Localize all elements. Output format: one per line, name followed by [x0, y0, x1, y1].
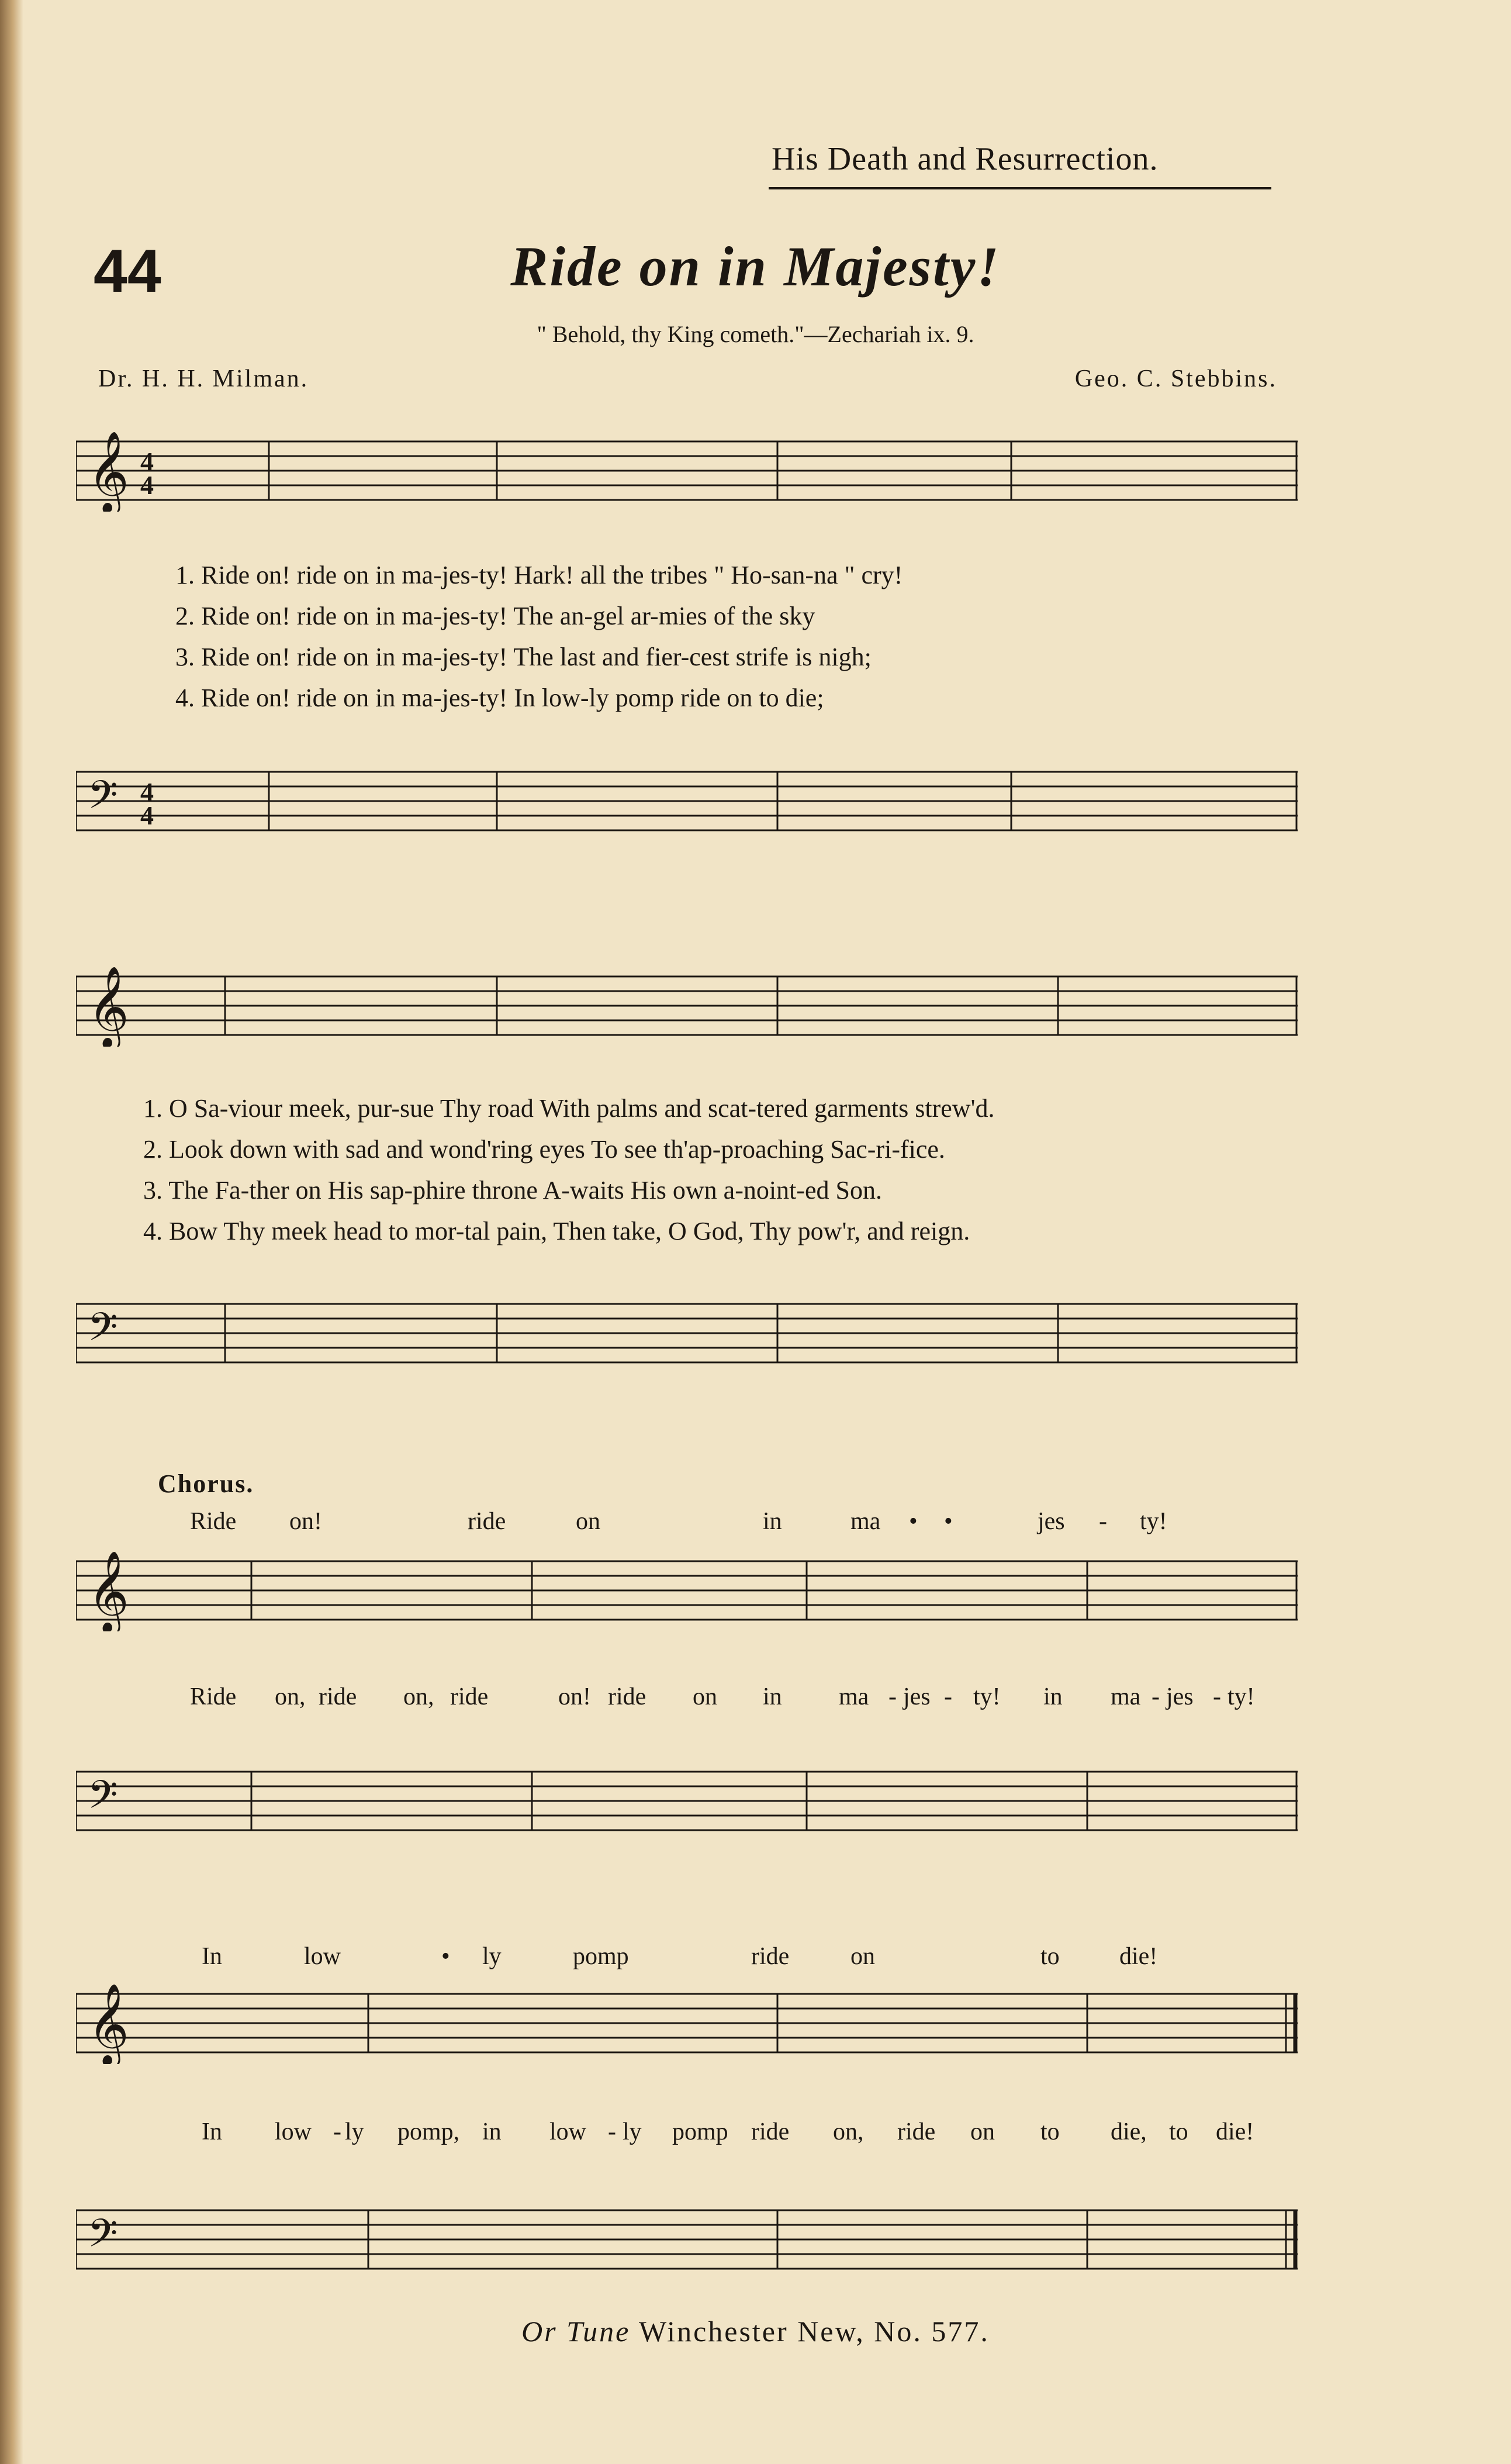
lyric-syllable: ride — [450, 1683, 489, 1710]
lyric-syllable: Ride — [190, 1508, 237, 1535]
staff-system2-treble — [76, 965, 1298, 1047]
lyric-syllable: ty! — [973, 1683, 1001, 1710]
footer-tune-name: Winchester New, No. 577. — [638, 2315, 990, 2348]
verse-line: 3. Ride on! ride on in ma-jes-ty! The last and fier-cest strife is nigh; — [175, 643, 872, 671]
svg-text:𝄢: 𝄢 — [88, 772, 118, 827]
lyric-syllable: on — [693, 1683, 717, 1710]
alternate-tune-note — [0, 2314, 1511, 2348]
lyric-syllable: ly — [345, 2118, 364, 2145]
lyric-syllable: ma — [1111, 1683, 1141, 1710]
lyric-syllable: die! — [1216, 2118, 1254, 2145]
verse-line: 1. O Sa-viour meek, pur-sue Thy road With palms and scat-tered garments strew'd. — [143, 1094, 995, 1123]
verse-line: 3. The Fa-ther on His sap-phire throne A-waits His own a-noint-ed Son. — [143, 1176, 882, 1205]
lyric-syllable: ty! — [1140, 1508, 1167, 1535]
staff-chorus2-treble — [76, 1982, 1298, 2064]
hymn-number: 44 — [94, 237, 161, 305]
lyric-syllable: - — [1213, 1683, 1221, 1710]
svg-text:4: 4 — [140, 447, 154, 477]
lyric-syllable: low — [275, 2118, 312, 2145]
header-rule — [769, 187, 1271, 189]
verse-line: 4. Bow Thy meek head to mor-tal pain, Then take, O God, Thy pow'r, and reign. — [143, 1217, 970, 1245]
lyric-syllable: on, — [833, 2118, 864, 2145]
staff-system2-bass — [76, 1292, 1298, 1374]
lyric-syllable: Ride — [190, 1683, 237, 1710]
lyric-syllable: on — [850, 1943, 875, 1970]
lyric-syllable: in — [1043, 1683, 1063, 1710]
lyric-syllable: to — [1169, 2118, 1188, 2145]
lyric-syllable: on! — [558, 1683, 591, 1710]
lyric-syllable: ma — [850, 1508, 881, 1535]
lyric-syllable: on, — [403, 1683, 434, 1710]
lyric-syllable: die! — [1119, 1943, 1158, 1970]
lyric-syllable: - — [944, 1683, 952, 1710]
lyric-syllable: ride — [468, 1508, 506, 1535]
lyric-syllable: - — [1099, 1508, 1107, 1535]
svg-text:𝄞: 𝄞 — [88, 1983, 129, 2064]
lyric-syllable: - — [333, 2118, 341, 2145]
lyric-syllable: • — [909, 1508, 918, 1535]
lyric-syllable: in — [482, 2118, 502, 2145]
lyric-syllable: In — [202, 1943, 222, 1970]
scripture-quote: " Behold, thy King cometh."—Zechariah ix. 9. — [537, 321, 974, 347]
verse-line: 1. Ride on! ride on in ma-jes-ty! Hark! all the tribes " Ho-san-na " cry! — [175, 561, 903, 589]
lyric-syllable: ride — [897, 2118, 936, 2145]
lyric-syllable: to — [1040, 1943, 1060, 1970]
verse-line: 4. Ride on! ride on in ma-jes-ty! In low-ly pomp ride on to die; — [175, 684, 824, 712]
lyric-syllable: pomp — [573, 1943, 629, 1970]
author-credit: Dr. H. H. Milman. — [98, 365, 309, 392]
svg-text:𝄞: 𝄞 — [88, 1551, 129, 1631]
footer-tune-prefix: Or Tune — [521, 2315, 631, 2348]
svg-text:𝄢: 𝄢 — [88, 2211, 118, 2265]
lyric-syllable: jes — [1038, 1508, 1065, 1535]
staff-chorus1-bass — [76, 1760, 1298, 1842]
lyric-syllable: jes — [1166, 1683, 1194, 1710]
lyric-syllable: ride — [751, 1943, 790, 1970]
verse-line: 2. Look down with sad and wond'ring eyes To see th'ap-proaching Sac-ri-fice. — [143, 1135, 945, 1164]
lyric-syllable: ride — [319, 1683, 357, 1710]
lyric-syllable: in — [763, 1508, 782, 1535]
lyric-syllable: low — [549, 2118, 586, 2145]
staff-system1-treble — [76, 430, 1298, 512]
lyric-syllable: ride — [751, 2118, 790, 2145]
staff-system1-bass — [76, 760, 1298, 842]
lyric-syllable: ride — [608, 1683, 646, 1710]
staff-chorus1-treble — [76, 1550, 1298, 1631]
svg-text:4: 4 — [140, 470, 154, 500]
lyric-syllable: die, — [1111, 2118, 1147, 2145]
lyric-syllable: • — [944, 1508, 953, 1535]
book-binding-edge — [0, 0, 23, 2464]
svg-text:4: 4 — [140, 777, 154, 807]
svg-text:4: 4 — [140, 800, 154, 830]
lyric-syllable: pomp — [672, 2118, 728, 2145]
staff-chorus2-bass — [76, 2199, 1298, 2280]
svg-text:𝄞: 𝄞 — [88, 431, 129, 512]
lyric-syllable: on — [970, 2118, 995, 2145]
svg-text:𝄢: 𝄢 — [88, 1305, 118, 1359]
chorus-label: Chorus. — [158, 1469, 254, 1498]
lyric-syllable: ty! — [1228, 1683, 1255, 1710]
lyric-syllable: pomp, — [397, 2118, 460, 2145]
lyric-syllable: jes — [903, 1683, 931, 1710]
lyric-syllable: to — [1040, 2118, 1060, 2145]
svg-text:𝄞: 𝄞 — [88, 966, 129, 1047]
lyric-syllable: - — [608, 2118, 616, 2145]
running-head: His Death and Resurrection. — [772, 141, 1159, 177]
lyric-syllable: ly — [482, 1943, 502, 1970]
lyric-syllable: In — [202, 2118, 222, 2145]
svg-text:𝄢: 𝄢 — [88, 1772, 118, 1827]
lyric-syllable: - — [1152, 1683, 1160, 1710]
lyric-syllable: on — [576, 1508, 600, 1535]
lyric-syllable: ly — [623, 2118, 642, 2145]
lyric-syllable: on, — [275, 1683, 306, 1710]
lyric-syllable: on! — [289, 1508, 322, 1535]
lyric-syllable: ma — [839, 1683, 869, 1710]
lyric-syllable: in — [763, 1683, 782, 1710]
composer-credit: Geo. C. Stebbins. — [1074, 365, 1277, 392]
verse-line: 2. Ride on! ride on in ma-jes-ty! The an-gel ar-mies of the sky — [175, 602, 815, 630]
lyric-syllable: low — [304, 1943, 341, 1970]
lyric-syllable: • — [441, 1943, 450, 1970]
lyric-syllable: - — [888, 1683, 897, 1710]
hymn-title: Ride on in Majesty! — [510, 235, 1001, 298]
